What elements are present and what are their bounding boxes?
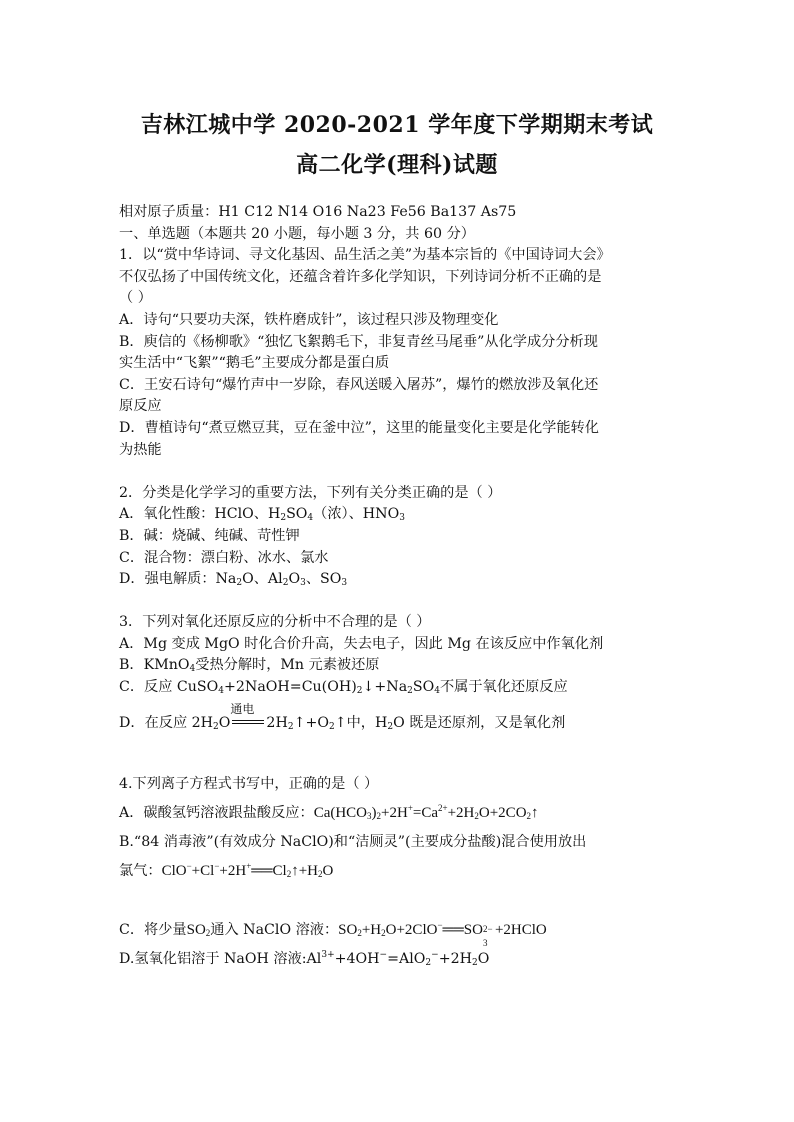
question-4: [119, 770, 699, 974]
q1-option-b: 实生活中“飞絮”“鹅毛”主要成分都是蛋白质: [119, 355, 390, 372]
q2-option-d: D．强电解质：$Na_2O$、$Al_2O_3$、$SO_3$: [119, 571, 348, 589]
q1-option-c: C．王安石诗句“爆竹声中一岁除，春风送暖入屠苏”，爆竹的燃放涉及氧化还: [119, 376, 599, 393]
q2-option-c: C．混合物：漂白粉、冰水、氯水: [119, 549, 329, 566]
q3-option-c: C．反应 $CuSO_4+2NaOH=Cu(OH)_2↓+Na_2SO_4$不属于氧化还原反应: [119, 679, 568, 697]
question-2: [119, 483, 699, 591]
q4-stem: 4.下列离子方程式书写中，正确的是（ ）: [119, 775, 379, 792]
q3-option-a: A．Mg 变成 MgO 时化合价升高，失去电子，因此 Mg 在该反应中作氧化剂: [119, 635, 604, 652]
q2-stem: 2．分类是化学学习的重要方法，下列有关分类正确的是（ ）: [119, 484, 502, 501]
q3-option-b: B．KMnO$_4$受热分解时，Mn 元素被还原: [119, 657, 380, 675]
question-3: [119, 612, 699, 734]
q4-b-equation: $ClO^-+Cl^-+2H^+══Cl_2↑+H_2O$: [161, 860, 334, 879]
q1-option-d: 为热能: [119, 441, 162, 458]
q1-stem-line: 不仅弘扬了中国传统文化，还蕴含着许多化学知识，下列诗词分析不正确的是: [119, 268, 602, 285]
q2-option-a: A．氧化性酸：HClO、$H_2SO_4$（浓）、$HNO_3$: [119, 506, 405, 524]
exam-title: 吉林江城中学 2020-2021 学年度下学期期末考试: [140, 112, 654, 138]
exam-body: [119, 202, 699, 974]
q1-option-d: D．曹植诗句“煮豆燃豆萁，豆在釜中泣”，这里的能量变化主要是化学能转化: [119, 419, 599, 436]
q4-option-c: C．将少量$SO_2$通入 NaClO 溶液：$SO_2+H_2O+2ClO^-══SO$ 2− 3 +2HClO: [119, 919, 547, 948]
reaction-condition-arrow: [230, 701, 264, 729]
section-heading: 一、单选题（本题共 20 小题，每小题 3 分，共 60 分）: [119, 225, 475, 242]
q2-option-b: B．碱：烧碱、纯碱、苛性钾: [119, 527, 300, 544]
q4-option-d: D.氢氧化铝溶于 NaOH 溶液$:Al^{3+}+4OH^-=AlO_2^-+2H_2O$: [119, 949, 490, 968]
q4-c-equation: $SO_2+H_2O+2ClO^-══SO$ 2− 3 +2HClO: [338, 919, 547, 948]
q1-option-b: B．庾信的《杨柳歌》“独忆飞絮鹅毛下，非复青丝马尾垂”从化学成分分析现: [119, 333, 598, 350]
q4-a-equation: $Ca(HCO_3)_2+2H^+=Ca^{2+}+2H_2O+2CO_2↑$: [313, 802, 539, 821]
exam-subtitle: 高二化学(理科)试题: [296, 152, 498, 178]
q1-option-c: 原反应: [119, 398, 162, 415]
q3-stem: 3．下列对氧化还原反应的分析中不合理的是（ ）: [119, 614, 431, 631]
q1-stem-line: 1．以“赏中华诗词、寻文化基因、品生活之美”为基本宗旨的《中国诗词大会》: [119, 247, 611, 264]
question-1: [119, 245, 699, 461]
q4-option-b: B.“84 消毒液”(有效成分 NaClO)和“洁厕灵”(主要成分盐酸)混合使用放出: [119, 833, 587, 850]
q1-stem-line: （ ）: [119, 290, 152, 307]
q4-option-a: A．碳酸氢钙溶液跟盐酸反应：$Ca(HCO_3)_2+2H^+=Ca^{2+}+2H_2O+2CO_2↑$: [119, 802, 539, 821]
q4-option-b: 氯气：$ClO^-+Cl^-+2H^+══Cl_2↑+H_2O$: [119, 860, 334, 879]
atomic-masses: 相对原子质量：H1 C12 N14 O16 Na23 Fe56 Ba137 As75: [119, 204, 517, 220]
reaction-condition: 通电: [230, 701, 255, 716]
q3-option-d: D．在反应 $2H_2O$ 通电 $2H_2↑+O_2↑$中，$H_2O$ 既是还原剂，又是氧化剂: [119, 713, 699, 735]
q1-option-a: A．诗句“只要功夫深，铁杵磨成针”，该过程只涉及物理变化: [119, 311, 499, 328]
